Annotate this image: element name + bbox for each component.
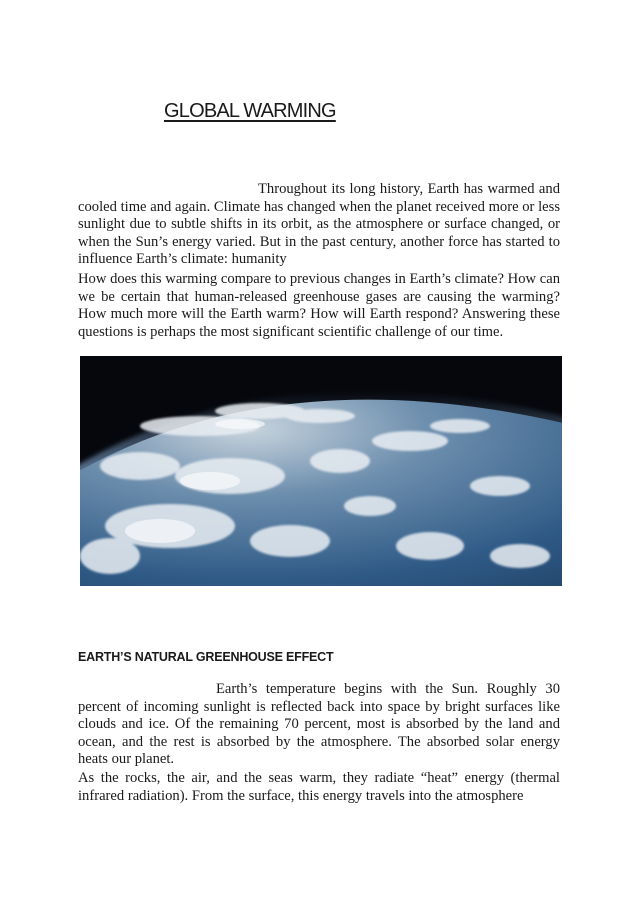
- intro-paragraph-1: [78, 181, 560, 269]
- intro-paragraph-2: How does this warming compare to previous changes in Earth’s climate? How can we be certain that human-released greenhouse gases are causing the warming? How much more will the Earth warm? How will Earth respond? Answering these questions is perhaps the most significant scientific challenge of our time.: [78, 271, 560, 340]
- section-heading: EARTH’S NATURAL GREENHOUSE EFFECT: [78, 650, 334, 664]
- earth-from-space-image: [80, 356, 562, 586]
- section-paragraph-1-text: Earth’s temperature begins with the Sun. Roughly 30 percent of incoming sunlight is reflected back into space by bright surfaces like clouds and ice. Of the remaining 70 percent, most is absorbed by the land and ocean, and the rest is absorbed by the atmosphere. The absorbed solar energy heats our planet.: [78, 681, 560, 768]
- earth-horizon-illustration: [80, 356, 562, 586]
- section-paragraph-2: As the rocks, the air, and the seas warm, they radiate “heat” energy (thermal infrared radiation). From the surface, this energy travels into the atmosphere: [78, 770, 560, 804]
- section-paragraph-1: [78, 681, 560, 769]
- intro-paragraph-1-text: Throughout its long history, Earth has warmed and cooled time and again. Climate has changed when the planet received more or less sunlight due to subtle shifts in its orbit, as the atmosphere or surface changed, or when the Sun’s energy varied. But in the past century, another force has started to influence Earth’s climate: humanity: [78, 181, 560, 268]
- document-title: GLOBAL WARMING: [164, 100, 336, 122]
